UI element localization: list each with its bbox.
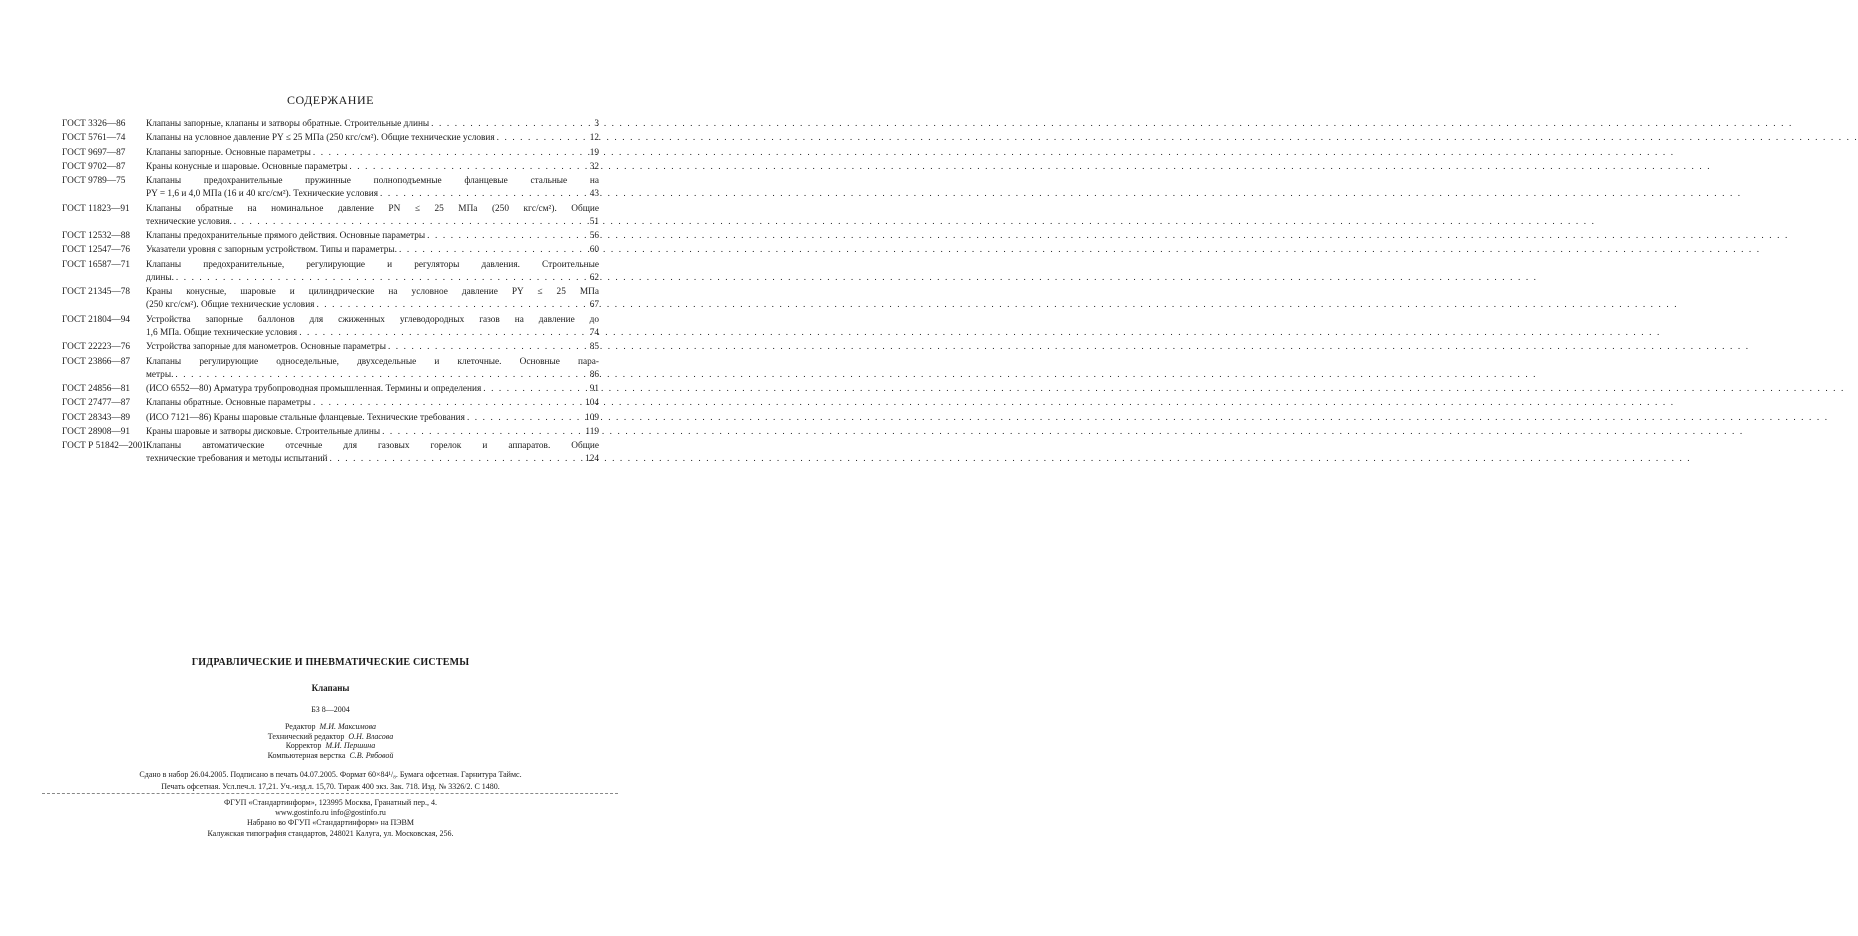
toc-code: ГОСТ 27477—87 bbox=[62, 398, 131, 409]
toc-entry bbox=[62, 412, 599, 425]
toc-page-number: 12 bbox=[589, 133, 599, 144]
toc-entry bbox=[62, 397, 599, 410]
toc-entry bbox=[62, 118, 599, 131]
dot-leader bbox=[467, 412, 571, 425]
toc-code: ГОСТ 12532—88 bbox=[62, 231, 131, 242]
toc-page-number: 32 bbox=[589, 161, 599, 172]
toc-code: ГОСТ 5761—74 bbox=[62, 133, 126, 144]
toc-line: технические условия. bbox=[146, 216, 232, 227]
toc-code: ГОСТ 9697—87 bbox=[62, 147, 126, 158]
toc-line: Клапаны предохранительные пружинные полноподъемные фланцевые стальные на bbox=[146, 176, 599, 187]
publishing-details-2: Печать офсетная. Усл.печ.л. 17,21. Уч.-изд.л. 15,70. Тираж 400 экз. Зак. 718. Изд. № 3326/2. С 1480. bbox=[161, 782, 500, 791]
credit-proofreader bbox=[0, 741, 661, 751]
toc-entry bbox=[62, 244, 599, 257]
dot-leader bbox=[427, 230, 571, 243]
toc-page-number: 119 bbox=[585, 426, 599, 437]
dot-leader bbox=[431, 118, 571, 131]
credit-tech-editor bbox=[0, 732, 661, 742]
toc-line: 1,6 МПа. Общие технические условия bbox=[146, 327, 298, 338]
toc-line: Клапаны запорные, клапаны и затворы обратные. Строительные длины bbox=[146, 119, 430, 129]
toc-last-line bbox=[146, 327, 599, 340]
credit-name: С.В. Рябовой bbox=[349, 750, 394, 760]
toc-entry bbox=[62, 383, 599, 396]
toc-code: ГОСТ Р 51842—2001 bbox=[62, 441, 147, 452]
toc-page-number: 86 bbox=[589, 369, 599, 380]
toc-last-line bbox=[146, 147, 599, 160]
toc-title-text bbox=[146, 412, 599, 425]
toc-title-text bbox=[146, 286, 599, 312]
toc-code: ГОСТ 24856—81 bbox=[62, 384, 131, 395]
toc-line: метры. bbox=[146, 369, 174, 380]
toc-entry bbox=[62, 286, 599, 312]
dot-leader bbox=[234, 216, 571, 229]
toc-title: СОДЕРЖАНИЕ bbox=[287, 93, 374, 107]
toc-title-text bbox=[146, 147, 599, 160]
section-title: ГИДРАВЛИЧЕСКИЕ И ПНЕВМАТИЧЕСКИЕ СИСТЕМЫ bbox=[191, 657, 470, 668]
credit-name: М.И. Першина bbox=[325, 741, 376, 751]
toc-title-text bbox=[146, 383, 599, 396]
dot-leader bbox=[330, 453, 571, 466]
toc-title-text bbox=[146, 118, 599, 131]
dot-leader bbox=[382, 426, 571, 439]
toc-entry bbox=[62, 440, 599, 466]
toc-last-line bbox=[146, 341, 599, 354]
toc-line: Краны конусные, шаровые и цилиндрические на условное давление PY ≤ 25 МПа bbox=[146, 287, 599, 298]
toc-page-number: 3 bbox=[594, 119, 599, 129]
toc-last-line bbox=[146, 118, 599, 131]
toc-code: ГОСТ 9702—87 bbox=[62, 161, 126, 172]
footer-printer: Калужская типография стандартов, 248021 Калуга, ул. Московская, 256. bbox=[207, 829, 454, 838]
toc-code: ГОСТ 22223—76 bbox=[62, 342, 131, 353]
toc-page-number: 124 bbox=[585, 454, 599, 465]
toc-title-text bbox=[146, 203, 599, 229]
toc-line: длины. bbox=[146, 272, 174, 283]
toc-title-text bbox=[146, 161, 599, 174]
toc-line: Клапаны предохранительные прямого действия. Основные параметры bbox=[146, 231, 426, 242]
footer-publisher: ФГУП «Стандартинформ», 123995 Москва, Гранатный пер., 4. bbox=[223, 798, 438, 807]
footer-contacts: www.gostinfo.ru info@gostinfo.ru bbox=[275, 808, 386, 817]
toc-line: (ИСО 6552—80) Арматура трубопроводная промышленная. Термины и определения bbox=[146, 384, 482, 395]
toc-title-text bbox=[146, 230, 599, 243]
credits bbox=[0, 722, 661, 760]
toc-page-number: 62 bbox=[589, 272, 599, 283]
toc-title-text bbox=[146, 259, 599, 285]
toc-code: ГОСТ 9789—75 bbox=[62, 176, 126, 187]
toc-last-line bbox=[146, 369, 599, 382]
toc-code: ГОСТ 21804—94 bbox=[62, 314, 131, 325]
toc-code: ГОСТ 11823—91 bbox=[62, 203, 130, 214]
table-of-contents bbox=[62, 118, 599, 468]
toc-code: ГОСТ 16587—71 bbox=[62, 259, 131, 270]
toc-line: Указатели уровня с запорным устройством. Типы и параметры. bbox=[146, 245, 397, 256]
toc-line: Клапаны регулирующие односедельные, двухседельные и клеточные. Основные пара- bbox=[146, 356, 599, 367]
dot-leader bbox=[349, 161, 571, 174]
toc-page-number: 91 bbox=[589, 384, 599, 395]
toc-title-text bbox=[146, 341, 599, 354]
toc-page-number: 67 bbox=[589, 300, 599, 311]
toc-line: (ИСО 7121—86) Краны шаровые стальные фланцевые. Технические требования bbox=[146, 412, 465, 423]
dot-leader bbox=[388, 341, 571, 354]
toc-title-text bbox=[146, 175, 599, 201]
toc-last-line bbox=[146, 244, 599, 257]
dot-leader bbox=[313, 397, 571, 410]
toc-last-line bbox=[146, 230, 599, 243]
toc-code: ГОСТ 3326—86 bbox=[62, 119, 126, 129]
credit-name: О.Н. Власова bbox=[348, 731, 394, 741]
credit-editor bbox=[0, 722, 661, 732]
toc-last-line bbox=[146, 426, 599, 439]
toc-entry bbox=[62, 314, 599, 340]
toc-line: Клапаны автоматические отсечные для газовых горелок и аппаратов. Общие bbox=[146, 441, 599, 452]
toc-entry bbox=[62, 147, 599, 160]
publishing-details-1: Сдано в набор 26.04.2005. Подписано в печать 04.07.2005. Формат 60×84¹/₈. Бумага офсетная. Гарнитура Таймс. bbox=[139, 770, 522, 779]
toc-last-line bbox=[146, 412, 599, 425]
toc-entry bbox=[62, 175, 599, 201]
toc-line: Устройства запорные для манометров. Основные параметры bbox=[146, 342, 386, 353]
toc-page-number: 51 bbox=[589, 216, 599, 227]
toc-code: ГОСТ 28343—89 bbox=[62, 412, 131, 423]
toc-title-text bbox=[146, 244, 599, 257]
toc-last-line bbox=[146, 299, 599, 312]
toc-page-number: 104 bbox=[585, 398, 599, 409]
toc-page-number: 109 bbox=[585, 412, 599, 423]
toc-code: ГОСТ 28908—91 bbox=[62, 426, 131, 437]
credit-role: Компьютерная верстка bbox=[267, 750, 346, 760]
toc-page-number: 85 bbox=[589, 342, 599, 353]
dot-leader bbox=[316, 299, 571, 312]
dot-leader bbox=[497, 132, 571, 145]
toc-last-line bbox=[146, 216, 599, 229]
toc-entry bbox=[62, 426, 599, 439]
dot-leader bbox=[299, 327, 571, 340]
credit-name: М.И. Максимова bbox=[319, 722, 377, 731]
toc-entry bbox=[62, 203, 599, 229]
toc-last-line bbox=[146, 188, 599, 201]
toc-page-number: 56 bbox=[589, 231, 599, 242]
toc-entry bbox=[62, 161, 599, 174]
toc-entry bbox=[62, 341, 599, 354]
toc-line: технические требования и методы испытаний bbox=[146, 454, 328, 465]
toc-line: Краны шаровые и затворы дисковые. Строительные длины bbox=[146, 426, 381, 437]
toc-line: Клапаны обратные. Основные параметры bbox=[146, 398, 311, 409]
toc-entry bbox=[62, 356, 599, 382]
toc-line: Клапаны на условное давление PY ≤ 25 МПа (250 кгс/см²). Общие технические условия bbox=[146, 133, 495, 144]
toc-title-text bbox=[146, 132, 599, 145]
toc-line: Клапаны предохранительные, регулирующие и регуляторы давления. Строительные bbox=[146, 259, 599, 270]
toc-last-line bbox=[146, 397, 599, 410]
credit-role: Редактор bbox=[284, 722, 316, 731]
toc-line: Устройства запорные баллонов для сжиженных углеводородных газов на давление до bbox=[146, 314, 599, 325]
dot-leader bbox=[176, 272, 571, 285]
toc-page-number: 74 bbox=[589, 327, 599, 338]
toc-line: Краны конусные и шаровые. Основные параметры bbox=[146, 161, 348, 172]
toc-page-number: 19 bbox=[589, 147, 599, 158]
bz-number: БЗ 8—2004 bbox=[311, 705, 350, 714]
toc-title-text bbox=[146, 426, 599, 439]
toc-title-text bbox=[146, 314, 599, 340]
toc-last-line bbox=[146, 272, 599, 285]
toc-last-line bbox=[146, 383, 599, 396]
toc-page-number: 60 bbox=[589, 245, 599, 256]
toc-entry bbox=[62, 259, 599, 285]
toc-last-line bbox=[146, 161, 599, 174]
toc-page-number: 43 bbox=[589, 189, 599, 200]
dot-leader bbox=[313, 147, 571, 160]
dot-leader bbox=[399, 244, 571, 257]
toc-title-text bbox=[146, 397, 599, 410]
toc-code: ГОСТ 21345—78 bbox=[62, 287, 131, 298]
toc-title-text bbox=[146, 440, 599, 466]
credit-layout bbox=[0, 751, 661, 761]
toc-last-line bbox=[146, 453, 599, 466]
toc-line: Клапаны запорные. Основные параметры bbox=[146, 147, 311, 158]
toc-last-line bbox=[146, 132, 599, 145]
subtitle: Клапаны bbox=[311, 683, 350, 693]
dot-leader bbox=[175, 369, 571, 382]
toc-title-text bbox=[146, 356, 599, 382]
dot-leader bbox=[483, 383, 571, 396]
credit-role: Технический редактор bbox=[267, 731, 345, 741]
divider bbox=[42, 793, 618, 794]
toc-code: ГОСТ 12547—76 bbox=[62, 245, 131, 256]
credit-role: Корректор bbox=[285, 741, 322, 751]
toc-line: (250 кгс/см²). Общие технические условия bbox=[146, 300, 315, 311]
toc-line: PY = 1,6 и 4,0 МПа (16 и 40 кгс/см²). Технические условия bbox=[146, 189, 379, 200]
toc-code: ГОСТ 23866—87 bbox=[62, 356, 131, 367]
toc-entry bbox=[62, 230, 599, 243]
toc-line: Клапаны обратные на номинальное давление PN ≤ 25 МПа (250 кгс/см²). Общие bbox=[146, 203, 599, 214]
toc-entry bbox=[62, 132, 599, 145]
footer-typeset: Набрано во ФГУП «Стандартинформ» на ПЭВМ bbox=[246, 818, 415, 827]
dot-leader bbox=[380, 188, 571, 201]
